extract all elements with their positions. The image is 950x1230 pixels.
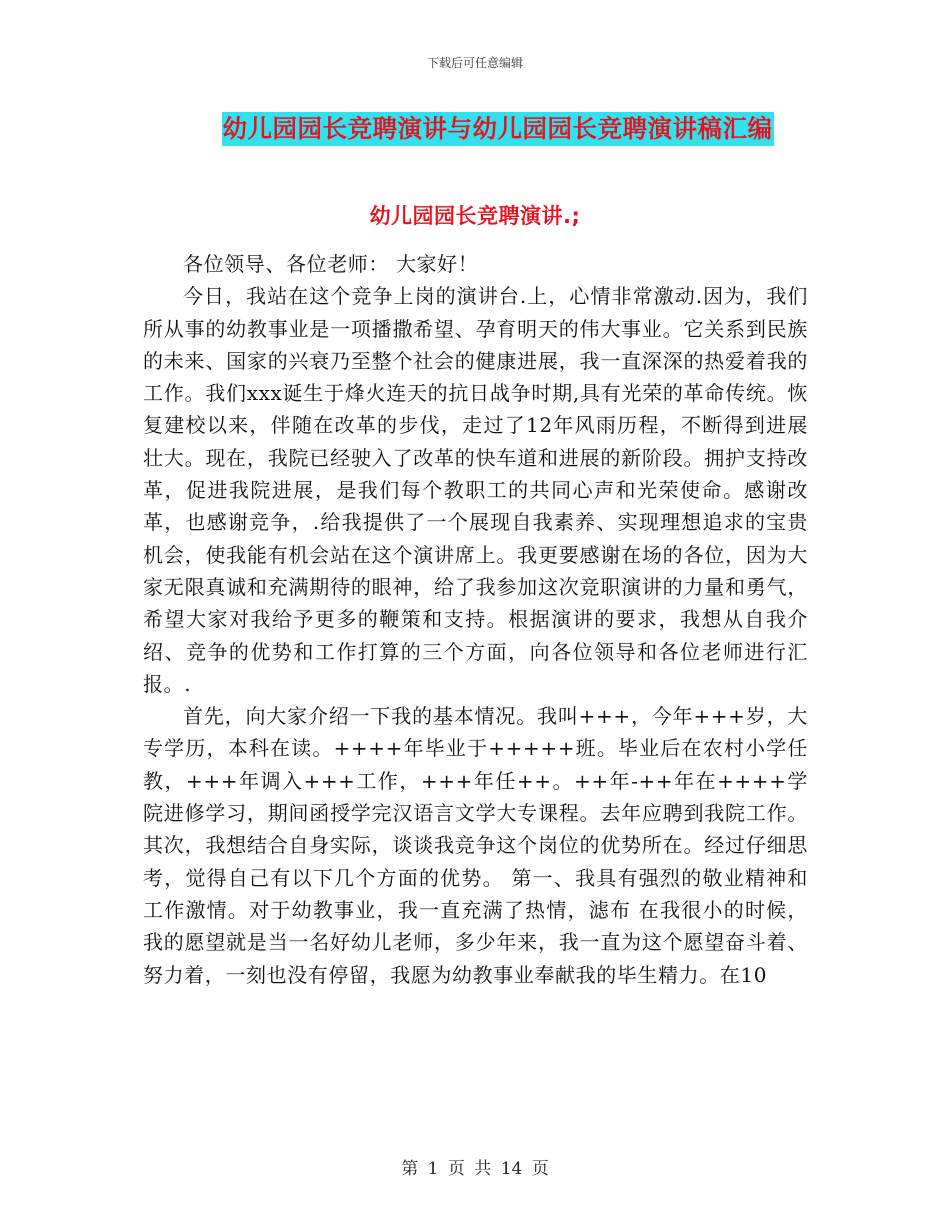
document-body [143,248,808,991]
document-title: 幼儿园园长竞聘演讲与幼儿园园长竞聘演讲稿汇编 [222,112,774,146]
section-title: 幼儿园园长竞聘演讲.; [369,204,581,228]
document-title-container [0,112,950,146]
body-paragraph-greeting: 各位领导、各位老师： 大家好！ [183,252,479,276]
body-paragraph: 首先，向大家介绍一下我的基本情况。我叫+++，今年+++岁，大专学历，本科在读。++++年毕业于+++++班。毕业后在农村小学任教，+++年调入+++工作，+++年任++。++年-++年在++++学院进修学习，期间函授学完汉语言文学大专课程。去年应聘到我院工作。 其次，我想结合自身实际，谈谈我竞争这个岗位的优势所在。经过仔细思考，觉得自己有以下几个方面的优势。 第一、我具有强烈的敬业精神和工作激情。对于幼教事业，我一直充满了热情，滤布 在我很小的时候，我的愿望就是当一名好幼儿老师，多少年来，我一直为这个愿望奋斗着、努力着，一刻也没有停留，我愿为幼教事业奉献我的毕生精力。在10 [143,704,808,987]
body-paragraph: 今日，我站在这个竞争上岗的演讲台.上，心情非常激动.因为，我们所从事的幼教事业是一项播撒希望、孕育明天的伟大事业。它关系到民族的未来、国家的兴衰乃至整个社会的健康进展，我一直深深的热爱着我的工作。我们xxx诞生于烽火连天的抗日战争时期,具有光荣的革命传统。恢复建校以来，伴随在改革的步伐，走过了12年风雨历程，不断得到进展壮大。现在，我院已经驶入了改革的快车道和进展的新阶段。拥护支持改革，促进我院进展，是我们每个教职工的共同心声和光荣使命。感谢改革，也感谢竞争，.给我提供了一个展现自我素养、实现理想追求的宝贵机会，使我能有机会站在这个演讲席上。我更要感谢在场的各位，因为大家无限真诚和充满期待的眼神，给了我参加这次竞职演讲的力量和勇气，希望大家对我给予更多的鞭策和支持。根据演讲的要求，我想从自我介绍、竞争的优势和工作打算的三个方面，向各位领导和各位老师进行汇报。. [143,284,808,696]
page-number: 第 1 页 共 14 页 [401,1159,549,1179]
page-header-note: 下载后可任意编辑 [426,56,523,70]
